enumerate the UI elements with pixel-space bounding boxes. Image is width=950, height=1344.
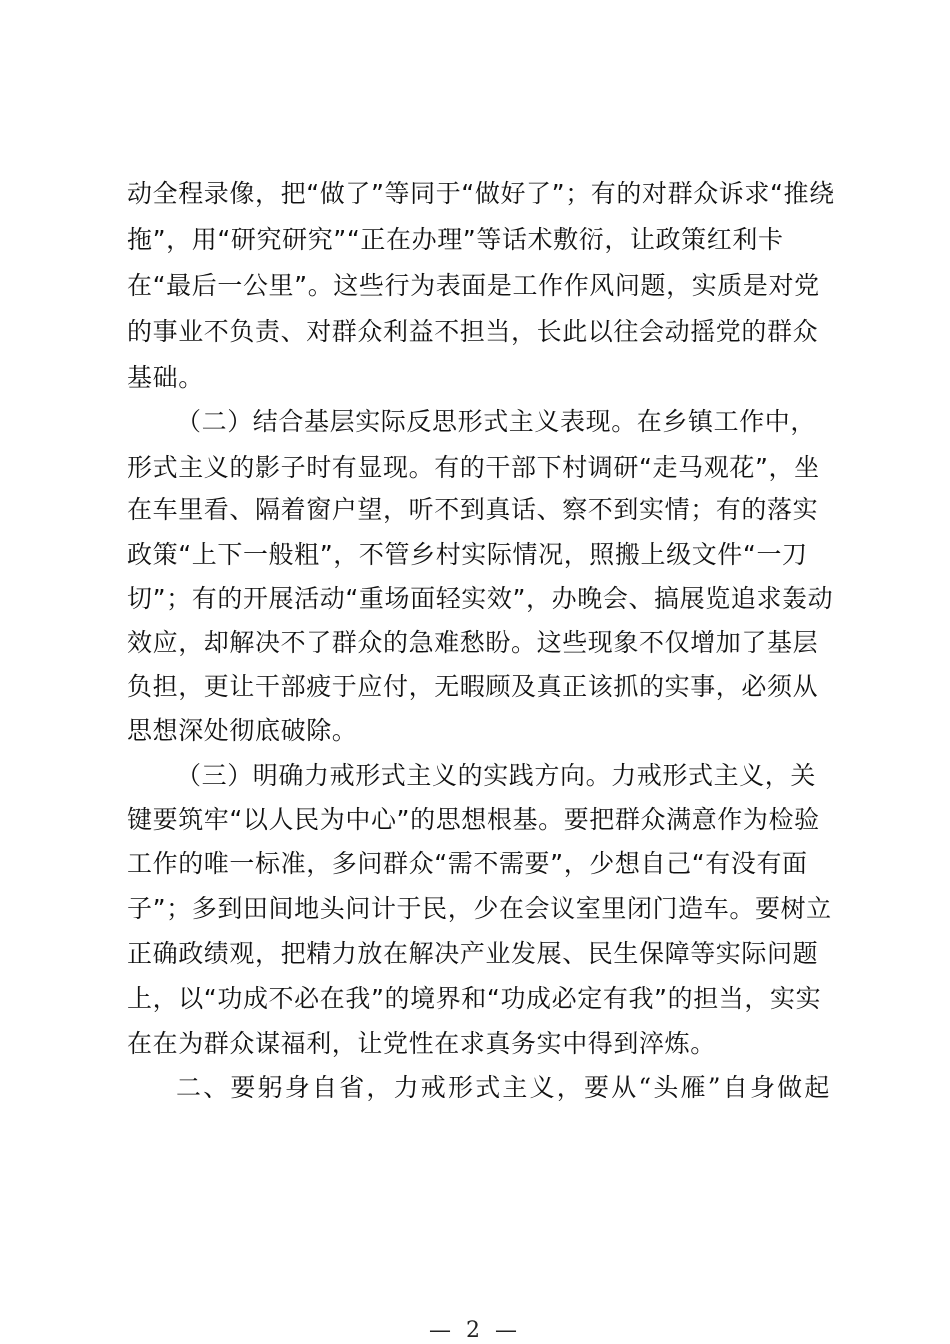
paragraph-1-line-5: 基础。 [127,363,204,392]
paragraph-3-line-3: 工作的唯一标准，多问群众“需不需要”，少想自己“有没有面 [127,849,808,878]
paragraph-3-line-6: 上，以“功成不必在我”的境界和“功成必定有我”的担当，实实 [127,984,822,1013]
paragraph-2-line-7: 负担，更让干部疲于应付，无暇顾及真正该抓的实事，必须从 [127,672,819,701]
paragraph-3-line-1: （三）明确力戒形式主义的实践方向。力戒形式主义，关 [176,761,817,790]
paragraph-2-line-2: 形式主义的影子时有显现。有的干部下村调研“走马观花”，坐 [127,453,820,482]
paragraph-1-line-4: 的事业不负责、对群众利益不担当，长此以往会动摇党的群众 [127,317,819,346]
paragraph-2-line-4: 政策“上下一般粗”，不管乡村实际情况，照搬上级文件“一刀 [127,540,808,569]
paragraph-1-line-1: 动全程录像，把“做了”等同于“做好了”；有的对群众诉求“推绕 [127,179,835,208]
paragraph-2-line-3: 在车里看、隔着窗户望，听不到真话、察不到实情；有的落实 [127,495,819,524]
paragraph-2-line-8: 思想深处彻底破除。 [127,716,358,745]
paragraph-1-line-3: 在“最后一公里”。这些行为表面是工作作风问题，实质是对党 [127,271,820,300]
paragraph-3-line-5: 正确政绩观，把精力放在解决产业发展、民生保障等实际问题 [127,939,819,968]
paragraph-2-line-5: 切”；有的开展活动“重场面轻实效”，办晚会、搞展览追求轰动 [127,584,834,613]
section-heading: 二、要躬身自省，力戒形式主义，要从“头雁”自身做起 [176,1073,832,1102]
paragraph-3-line-4: 子”；多到田间地头问计于民，少在会议室里闭门造车。要树立 [127,894,832,923]
page-number: — 2 — [429,1318,521,1343]
paragraph-1-line-2: 拖”，用“研究研究”“正在办理”等话术敷衍，让政策红利卡 [127,225,784,254]
paragraph-2-line-1: （二）结合基层实际反思形式主义表现。在乡镇工作中， [176,407,817,436]
paragraph-3-line-7: 在在为群众谋福利，让党性在求真务实中得到淬炼。 [127,1029,716,1058]
paragraph-2-line-6: 效应，却解决不了群众的急难愁盼。这些现象不仅增加了基层 [127,628,819,657]
paragraph-3-line-2: 键要筑牢“以人民为中心”的思想根基。要把群众满意作为检验 [127,805,820,834]
